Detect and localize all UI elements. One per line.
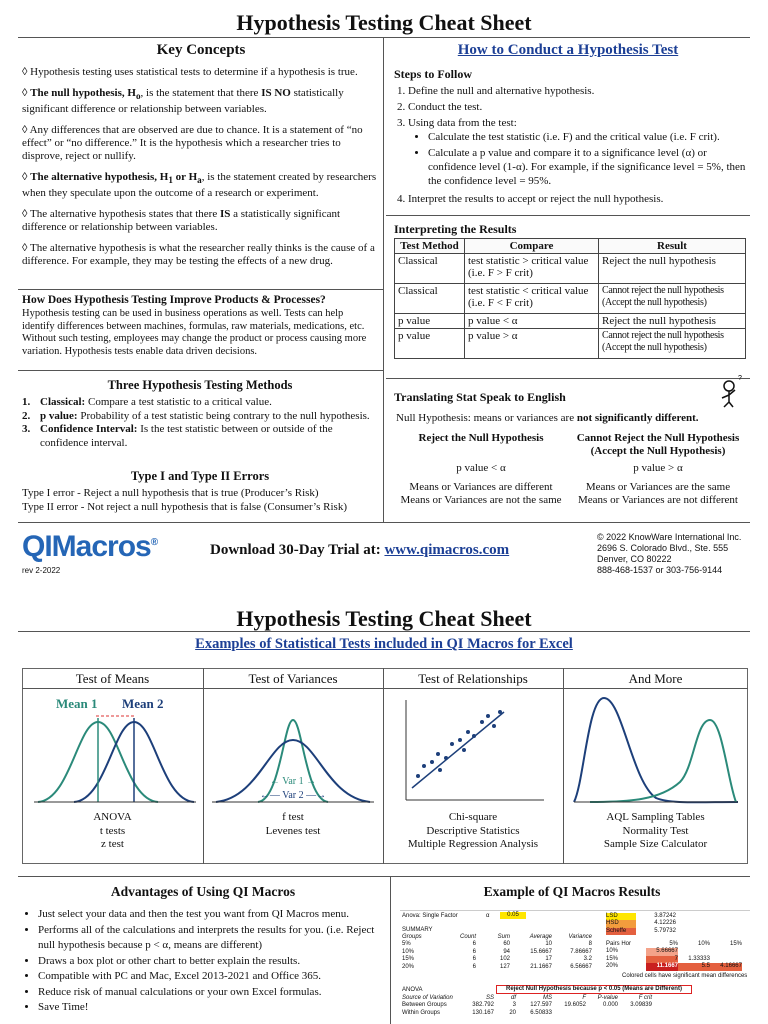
col-head-variances: Test of Variances — [248, 671, 338, 686]
mean1-label: Mean 1 — [56, 696, 98, 711]
variances-illustration — [208, 692, 378, 810]
table-row: p value p value > α Cannot reject the null hypothesis (Accept the null hypothesis) — [395, 329, 746, 359]
improve-body: Hypothesis testing can be used in business operations as well. Tests can help identify differences between machines, formulas, raw materials, medications, etc. Without such testing, employees may change the product or process causing more variation. Hypothesis tests enable data driven decisions. — [22, 308, 367, 357]
col-head-relationships: Test of Relationships — [418, 671, 528, 686]
method-item: 3. Confidence Interval: Is the test statistic between or outside of the confidence interval. — [22, 423, 333, 449]
sheet-cell: 6.50833 — [530, 1009, 552, 1016]
method-item: 1. Classical: Compare a test statistic to a critical value. — [22, 396, 272, 408]
svg-text:?: ? — [738, 375, 742, 382]
sheet-cell: Average — [529, 934, 552, 940]
sheet-cell: LSD — [606, 913, 636, 920]
steps-list — [394, 84, 746, 208]
col-head-more: And More — [628, 671, 683, 686]
sheet-header-row — [606, 941, 746, 948]
key-concepts — [22, 66, 378, 276]
sheet-cell: F — [582, 995, 586, 1001]
sheet-cell: Scheffe — [606, 928, 636, 935]
thinking-figure-icon — [716, 372, 746, 408]
means-illustration — [30, 692, 198, 810]
errors-body — [22, 486, 382, 514]
cannot-reject-p: p value > α — [633, 462, 683, 474]
alpha-value: 0.05 — [500, 912, 526, 919]
divider — [18, 876, 750, 877]
download-link[interactable]: www.qimacros.com — [384, 542, 510, 558]
reject-heading: Reject the Null Hypothesis — [418, 432, 544, 444]
sheet-cell: 20 — [509, 1009, 516, 1016]
improve-heading: How Does Hypothesis Testing Improve Products & Processes? — [22, 294, 326, 306]
sheet-cell — [710, 956, 742, 963]
pairs-table — [606, 941, 746, 971]
scatter-point — [480, 720, 484, 724]
sheet-cell — [552, 1010, 586, 1017]
null-statement: Null Hypothesis: means or variances are not significantly different. — [396, 412, 699, 424]
distributions-illustration — [570, 692, 742, 810]
sheet-cell: 3.2 — [583, 956, 592, 963]
divider — [18, 289, 383, 290]
type2-error: Type II error - Not reject a null hypothesis that is false (Consumer’s Risk) — [22, 501, 347, 513]
sheet-row — [402, 949, 592, 956]
colored-note: Colored cells have significant mean differences — [622, 973, 748, 979]
download-line: Download 30-Day Trial at: www.qimacros.com — [210, 542, 510, 558]
sheet-cell: 10 — [545, 941, 552, 948]
sheet-row — [606, 928, 746, 935]
sheet-cell — [586, 1010, 618, 1017]
sheet-header-row — [402, 934, 592, 941]
divider — [386, 215, 750, 216]
col-header: Compare — [465, 239, 599, 254]
reject-p: p value < α — [456, 462, 506, 474]
concept-1: ◊ Hypothesis testing uses statistical tests to determine if a hypothesis is true. — [22, 66, 358, 78]
advantage-item: • Reduce risk of manual calculations or your own Excel formulas. — [38, 985, 386, 1001]
method-item: 2. p value: Probability of a test statistic being contrary to the null hypothesis. — [22, 409, 370, 422]
sheet-cell: 60 — [503, 941, 510, 948]
sheet-cell: P-value — [597, 995, 618, 1001]
page-title: Hypothesis Testing Cheat Sheet — [236, 10, 532, 35]
scatter-point — [438, 768, 442, 772]
divider — [18, 37, 750, 38]
sheet-row — [606, 963, 746, 970]
steps-heading: Steps to Follow — [394, 67, 472, 81]
key-concepts-heading: Key Concepts — [156, 42, 246, 58]
table-row: Classical test statistic > critical value (i.e. F > F crit) Reject the null hypothesis — [395, 254, 746, 284]
scatter-point — [458, 738, 462, 742]
sheet-cell: 0.000 — [602, 1002, 618, 1009]
col-header: Result — [599, 239, 746, 254]
divider — [18, 631, 750, 632]
sheet-cell — [710, 948, 742, 955]
sheet-row — [402, 1002, 662, 1009]
divider — [386, 378, 750, 379]
alpha-label: α — [486, 913, 490, 919]
sheet-cell: 102 — [499, 956, 510, 963]
sheet-cell: Groups — [402, 934, 422, 940]
sheet-cell: 6 — [472, 963, 476, 970]
concept-5: ◊ The alternative hypothesis states that there IS a statistically significant difference or relationship between variables. — [22, 208, 341, 234]
sheet-cell: 1.33333 — [688, 955, 710, 962]
scatter-point — [492, 724, 496, 728]
result-banner: Reject Null Hypothesis because p < 0.05 (Means are Different) — [496, 985, 692, 994]
column-divider — [383, 37, 384, 522]
sheet-row — [606, 913, 746, 920]
table-row: p value p value < α Reject the null hypothesis — [395, 314, 746, 329]
sheet-cell: Between Groups — [402, 1002, 447, 1009]
scatter-point — [466, 730, 470, 734]
sheet-cell: 130.167 — [472, 1009, 494, 1016]
scatter-point — [444, 756, 448, 760]
step-2: 2. Conduct the test. — [408, 100, 746, 114]
errors-heading: Type I and Type II Errors — [130, 469, 270, 483]
col-header: Test Method — [395, 239, 465, 254]
sheet-cell: 127.597 — [530, 1002, 552, 1009]
revision: rev 2-2022 — [22, 566, 61, 575]
relationship-tests: Chi-square Descriptive Statistics Multiple Regression Analysis — [407, 811, 539, 850]
mean2-label: Mean 2 — [122, 696, 164, 711]
qimacros-logo: QIMacros® — [22, 530, 158, 563]
sheet-cell: 3 — [512, 1002, 516, 1009]
interpreting-table — [394, 238, 746, 359]
sheet-cell: 4.16667 — [710, 963, 742, 970]
advantages-list — [22, 907, 386, 1016]
interpreting-heading: Interpreting the Results — [394, 222, 517, 236]
anova-label: Anova: Single Factor — [402, 913, 458, 919]
sheet-cell: 3.09839 — [630, 1002, 652, 1009]
sheet-cell: 17 — [545, 956, 552, 963]
var1-label: ← Var 1 → — [269, 776, 317, 787]
means-tests: ANOVA t tests z test — [93, 811, 132, 850]
sheet-row — [402, 941, 592, 948]
scatter-point — [498, 710, 502, 714]
sheet-cell: 5.79732 — [654, 927, 676, 934]
column-divider — [390, 876, 391, 1024]
step-1: 1. Define the null and alternative hypothesis. — [408, 84, 746, 98]
step-3: 3. Using data from the test: • Calculate the test statistic (i.e. F) and the critical value (i.e. F crit). • Calculate a p value and compare it to a significance level (α) or confidence level (1-α). For example, if the significance level = 5%, then the confidence level = 95%. — [408, 116, 746, 188]
scatter-point — [436, 752, 440, 756]
grid-divider — [22, 688, 748, 689]
translate-heading: Translating Stat Speak to English — [394, 390, 566, 404]
sheet-cell — [678, 948, 710, 955]
step-3b: • Calculate a p value and compare it to a significance level (α) or confidence level (1-α). For example, if the significance level = 5%, then the confidence level = 95%. — [428, 146, 746, 188]
advantages-heading: Advantages of Using QI Macros — [110, 884, 296, 899]
sheet-cell: 382.792 — [472, 1002, 494, 1009]
advantage-item: • Save Time! — [38, 1000, 386, 1016]
sheet-cell — [618, 1010, 652, 1017]
scatter-point — [472, 734, 476, 738]
sheet-cell: 6 — [472, 956, 476, 963]
sheet-cell: 5.66667 — [646, 948, 678, 955]
type1-error: Type I error - Reject a null hypothesis that is true (Producer’s Risk) — [22, 487, 319, 499]
sheet-cell: MS — [543, 995, 552, 1001]
sheet-row — [606, 920, 746, 927]
summary-label: SUMMARY — [402, 927, 433, 933]
scatter-points — [416, 710, 502, 778]
sheet-row — [606, 956, 746, 963]
anova-label-2: ANOVA — [402, 987, 423, 993]
scatter-point — [462, 748, 466, 752]
concept-4: ◊ The alternative hypothesis, $H_1$ or $H_a$, is the statement created by researchers when they speculate upon the outcome of a research or experiment. — [22, 171, 377, 200]
sheet-cell: 5% — [402, 941, 411, 948]
sheet-row — [402, 956, 592, 963]
step-3a: • Calculate the test statistic (i.e. F) and the critical value (i.e. F crit). — [428, 130, 746, 144]
page2-subtitle: Examples of Statistical Tests included in QI Macros for Excel — [195, 636, 573, 652]
advantage-item: • Draws a box plot or other chart to better explain the results. — [38, 954, 386, 970]
sheet-cell: 7 — [646, 956, 678, 963]
anova-table — [402, 995, 662, 1017]
sheet-cell: 10% — [402, 948, 415, 955]
concept-2: ◊ The null hypothesis, $H_o$, is the statement that there IS NO statistically significant difference or relationship between variables. — [22, 87, 344, 116]
sheet-cell: 15% — [402, 956, 415, 963]
sheet-cell: 20% — [402, 963, 415, 970]
divider — [18, 522, 750, 523]
more-tests: AQL Sampling Tables Normality Test Sample Size Calculator — [603, 811, 708, 850]
scatter-point — [422, 764, 426, 768]
advantage-item: • Performs all of the calculations and interprets the results for you. (i.e. Reject null hypothesis because p < α, means are different) — [38, 923, 386, 954]
cannot-reject-meaning: Means or Variances are the same Means or Variances are not different — [578, 481, 738, 506]
sheet-cell: HSD — [606, 920, 636, 927]
summary-table — [402, 934, 592, 971]
sheet-cell: 6.56667 — [570, 963, 592, 970]
var2-label: ←— Var 2 —→ — [259, 790, 327, 801]
sheet-row — [402, 964, 592, 971]
scatter-point — [416, 774, 420, 778]
concept-3: ◊ Any differences that are observed are due to chance. It is a statement of “no effect” or “no difference.” It is the hypothesis which a researcher tries to disprove, reject or nullify. — [22, 124, 363, 163]
step-4: 4. Interpret the results to accept or reject the null hypothesis. — [408, 192, 746, 206]
sheet-cell: Variance — [568, 934, 592, 940]
sheet-cell: 5% — [669, 941, 678, 947]
sheet-cell: 10% — [606, 948, 619, 955]
sheet-cell: F crit — [638, 995, 652, 1001]
page2-title: Hypothesis Testing Cheat Sheet — [236, 606, 532, 631]
table-header-row — [395, 239, 746, 254]
advantage-item: • Compatible with PC and Mac, Excel 2013-2021 and Office 365. — [38, 969, 386, 985]
sheet-cell: 8 — [588, 941, 592, 948]
example-heading: Example of QI Macros Results — [483, 884, 661, 899]
sheet-cell: Sum — [497, 934, 510, 940]
sheet-cell: 15% — [606, 955, 619, 962]
sheet-cell: 15.6667 — [530, 948, 552, 955]
concept-6: ◊ The alternative hypothesis is what the researcher really thinks is the cause of a difference. For example, they may be testing the effects of a new drug. — [22, 242, 375, 268]
sheet-cell: 94 — [503, 948, 510, 955]
sheet-cell: 3.87242 — [654, 913, 676, 919]
sheet-cell: 11.1667 — [646, 963, 678, 970]
sheet-cell: 10% — [697, 941, 710, 947]
col-head-means: Test of Means — [75, 671, 150, 686]
methods-heading: Three Hypothesis Testing Methods — [107, 378, 293, 392]
sheet-header-row — [402, 995, 662, 1002]
sheet-cell: Pairs Hor — [606, 941, 632, 947]
scatter-point — [486, 714, 490, 718]
address: © 2022 KnowWare International Inc. 2696 S. Colorado Blvd., Ste. 555 Denver, CO 80222 888-468-1537 or 303-756-9144 — [597, 532, 742, 575]
sheet-cell: 21.1667 — [530, 963, 552, 970]
divider — [18, 370, 383, 371]
sheet-cell: 20% — [606, 963, 619, 970]
relationships-illustration — [394, 692, 554, 810]
scatter-point — [450, 742, 454, 746]
sheet-cell: 6 — [472, 941, 476, 948]
variance-tests: f test Levenes test — [265, 811, 321, 837]
sheet-cell: 15% — [729, 941, 742, 947]
methods-list — [22, 396, 378, 450]
sheet-cell: 5.5 — [678, 963, 710, 970]
sheet-cell: 6 — [472, 948, 476, 955]
sheet-cell: Source of Variation — [402, 995, 453, 1001]
sheet-cell: SS — [485, 995, 494, 1001]
advantage-item: • Just select your data and then the test you want from QI Macros menu. — [38, 907, 386, 923]
sheet-cell: 127 — [499, 963, 510, 970]
reject-meaning: Means or Variances are different Means or Variances are not the same — [400, 481, 562, 506]
cannot-reject-heading: Cannot Reject the Null Hypothesis (Accept the Null Hypothesis) — [576, 432, 740, 457]
sheet-cell: 7.86667 — [570, 948, 592, 955]
example-spreadsheet — [400, 910, 750, 1024]
sheet-row — [606, 948, 746, 955]
sheet-row — [402, 1010, 662, 1017]
lsd-table — [606, 913, 746, 935]
scatter-point — [430, 760, 434, 764]
table-row: Classical test statistic < critical value (i.e. F < F crit) Cannot reject the null hypothesis (Accept the null hypothesis) — [395, 284, 746, 314]
sheet-cell: Count — [459, 934, 476, 940]
sheet-cell: 4.12226 — [654, 920, 676, 927]
sheet-cell: Within Groups — [402, 1009, 441, 1016]
sheet-cell: df — [510, 995, 516, 1001]
sheet-cell: 19.6052 — [564, 1002, 586, 1009]
conduct-heading: How to Conduct a Hypothesis Test — [457, 42, 679, 58]
